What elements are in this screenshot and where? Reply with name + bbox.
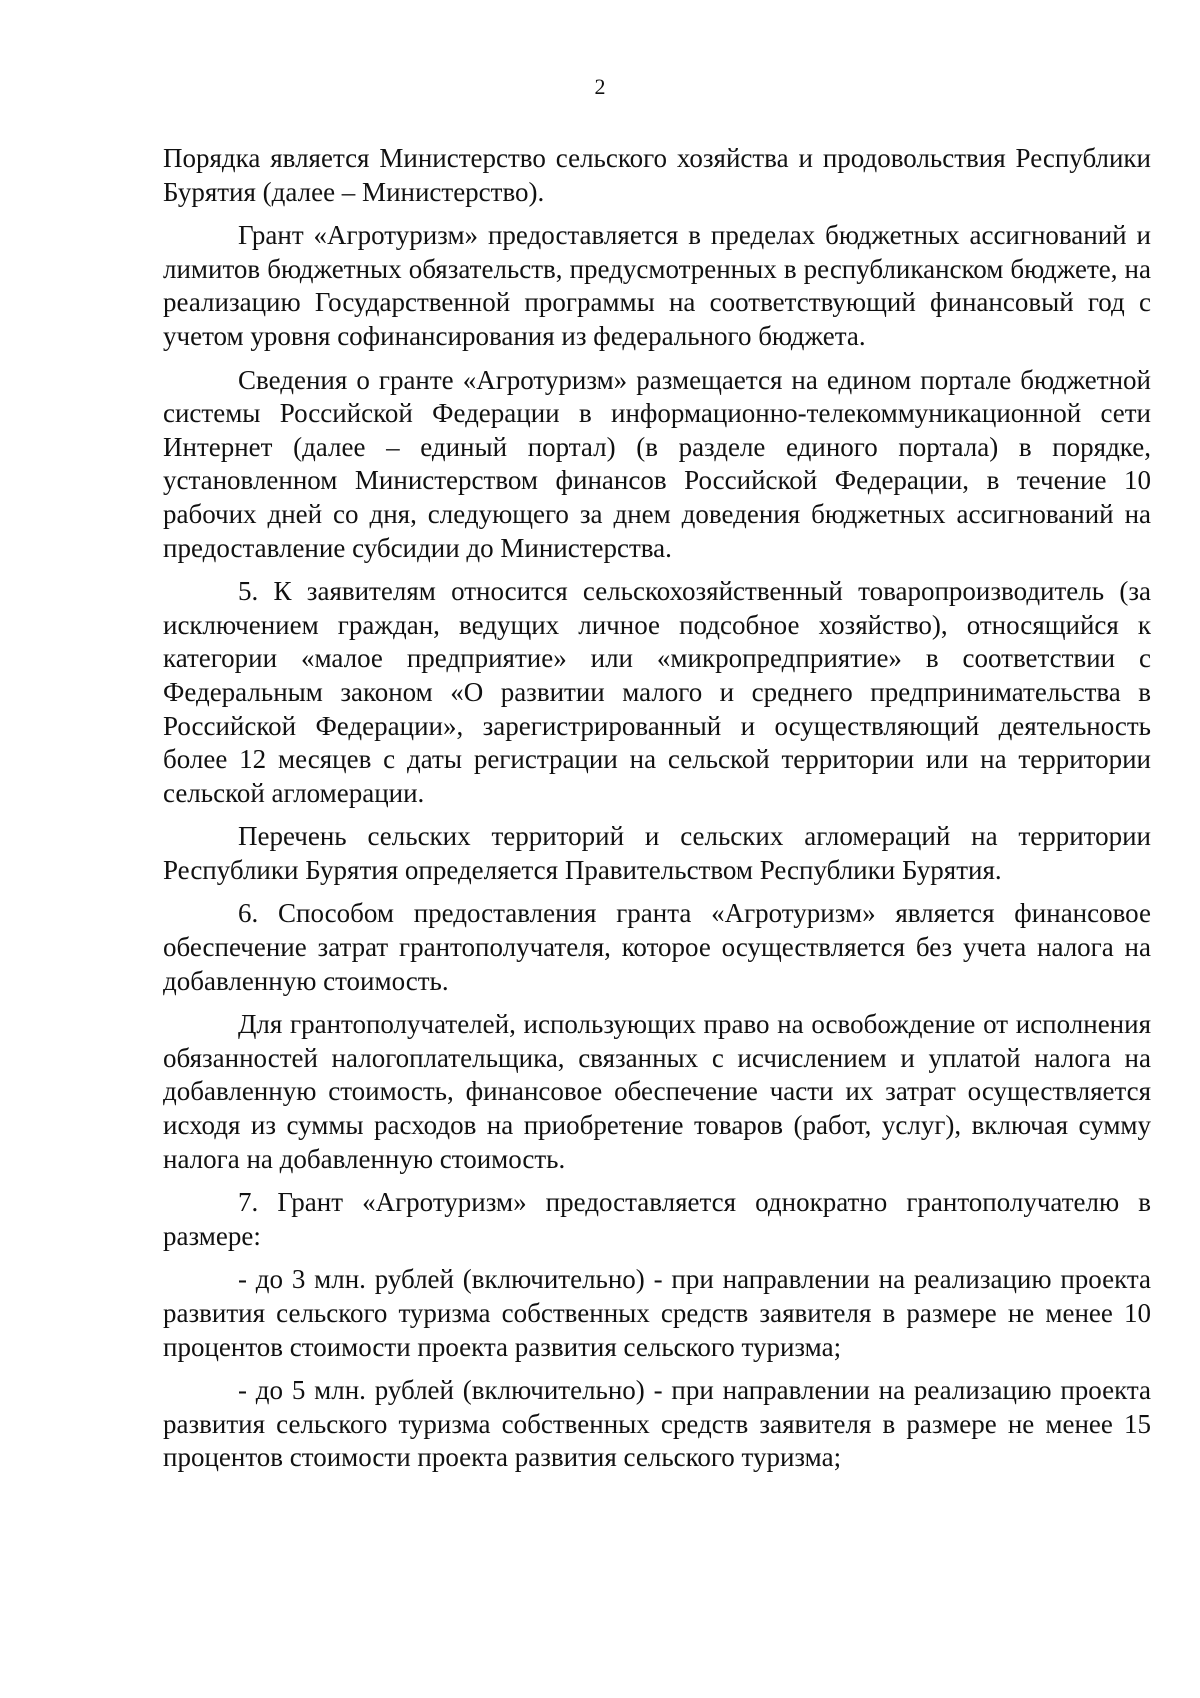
paragraph-7-grant-size: 7. Грант «Агротуризм» предоставляется однократно грантополучателю в размере: (163, 1187, 1151, 1251)
paragraph-rural-territories: Перечень сельских территорий и сельских агломераций на территории Республики Бурятия определяется Правительством Республики Бурятия. (163, 821, 1151, 885)
list-item-5-million: - до 5 млн. рублей (включительно) - при направлении на реализацию проекта развития сельского туризма собственных средств заявителя в размере не менее 15 процентов стоимости проекта развития сельского туризма; (163, 1375, 1151, 1473)
paragraph-portal-info: Сведения о гранте «Агротуризм» размещается на едином портале бюджетной системы Российской Федерации в информационно-телекоммуникационной сети Интернет (далее – единый портал) (в разделе единого портала) в порядке, установленном Министерством финансов Российской Федерации, в течение 10 рабочих дней со дня, следующего за днем доведения бюджетных ассигнований на предоставление субсидии до Министерства. (163, 364, 1151, 563)
list-item-3-million: - до 3 млн. рублей (включительно) - при направлении на реализацию проекта развития сельского туризма собственных средств заявителя в размере не менее 10 процентов стоимости проекта развития сельского туризма; (163, 1264, 1151, 1362)
paragraph-ministry: Порядка является Министерство сельского хозяйства и продовольствия Республики Бурятия (далее – Министерство). (163, 143, 1151, 207)
paragraph-grant-limits: Грант «Агротуризм» предоставляется в пределах бюджетных ассигнований и лимитов бюджетных обязательств, предусмотренных в республиканском бюджете, на реализацию Государственной программы на соответствующий финансовый год с учетом уровня софинансирования из федерального бюджета. (163, 220, 1151, 351)
paragraph-5-applicants: 5. К заявителям относится сельскохозяйственный товаропроизводитель (за исключением граждан, ведущих личное подсобное хозяйство), относящийся к категории «малое предприятие» или «микропредприятие» в соответствии с Федеральным законом «О развитии малого и среднего предпринимательства в Российской Федерации», зарегистрированный и осуществляющий деятельность более 12 месяцев с даты регистрации на сельской территории или на территории сельской агломерации. (163, 576, 1151, 808)
paragraph-6-method: 6. Способом предоставления гранта «Агротуризм» является финансовое обеспечение затрат грантополучателя, которое осуществляется без учета налога на добавленную стоимость. (163, 898, 1151, 996)
document-body (163, 142, 1151, 1485)
paragraph-vat-exemption: Для грантополучателей, использующих право на освобождение от исполнения обязанностей налогоплательщика, связанных с исчислением и уплатой налога на добавленную стоимость, финансовое обеспечение части их затрат осуществляется исходя из суммы расходов на приобретение товаров (работ, услуг), включая сумму налога на добавленную стоимость. (163, 1009, 1151, 1174)
page-number: 2 (594, 74, 606, 99)
